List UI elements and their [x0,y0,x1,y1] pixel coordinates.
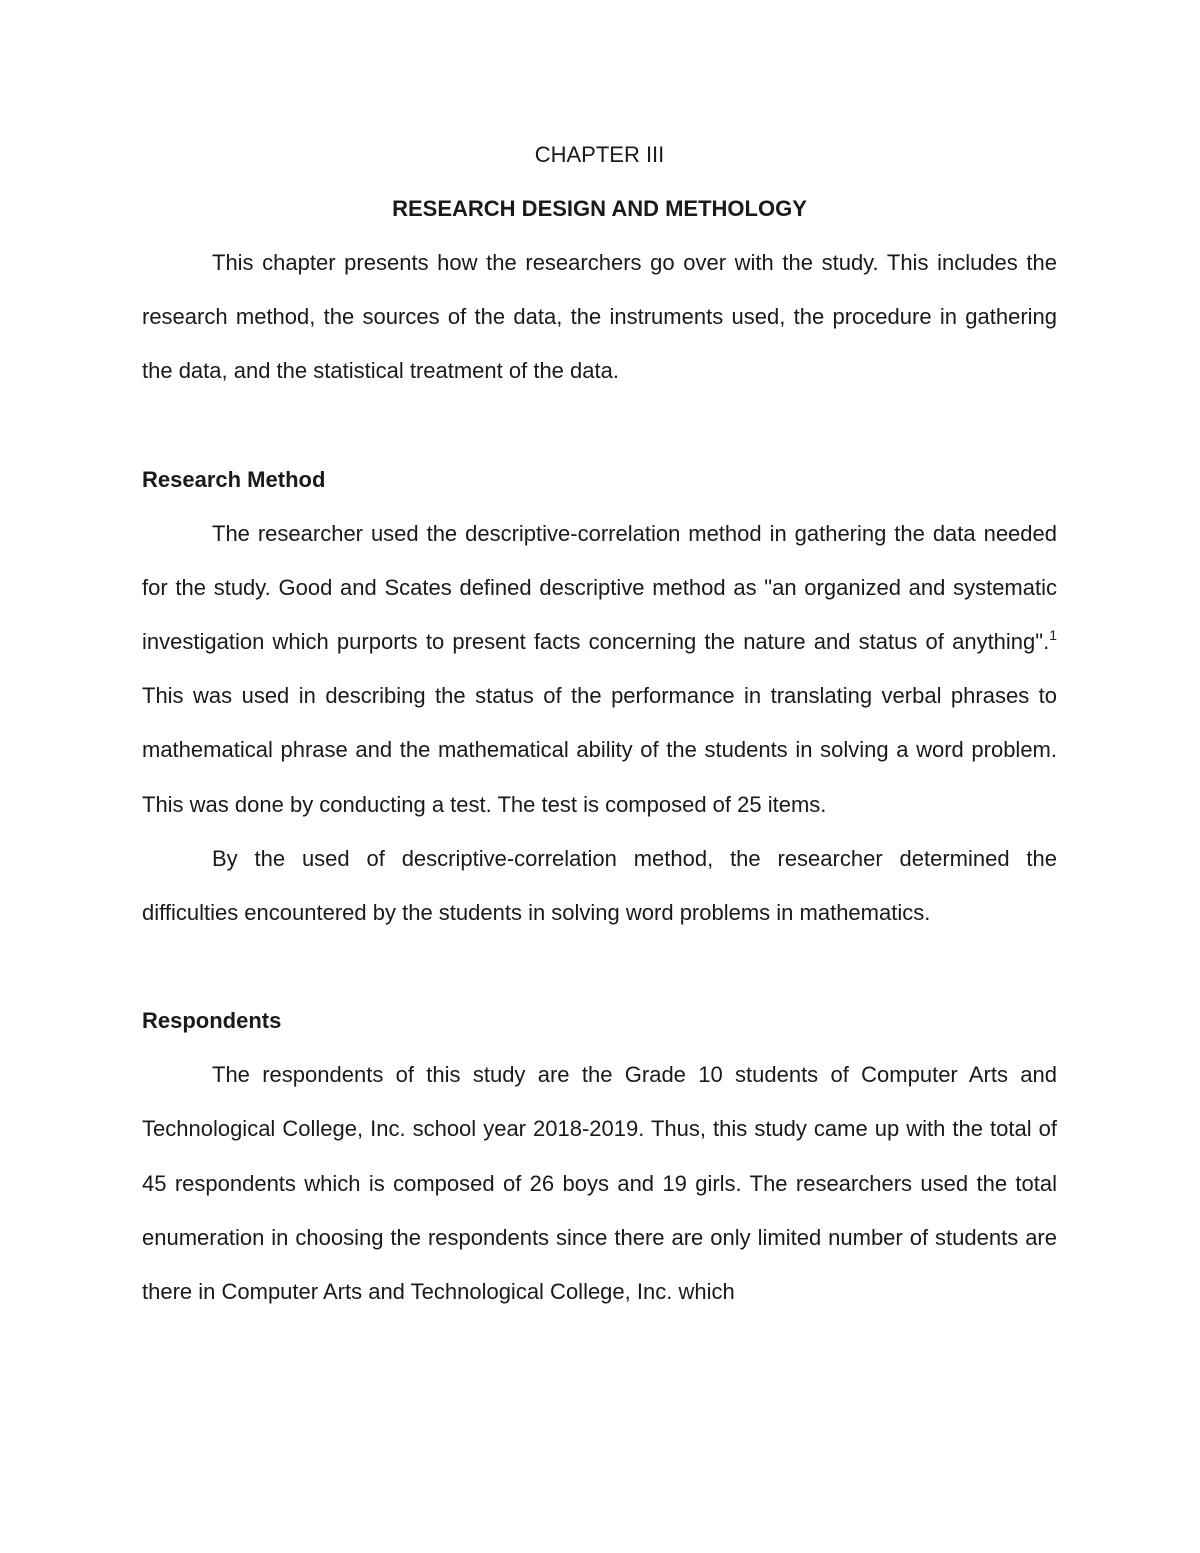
intro-paragraph: This chapter presents how the researchers go over with the study. This includes the research method, the sources of the data, the instruments used, the procedure in gathering the data, and the statistical treatment of the data. [142,250,1057,384]
chapter-label: CHAPTER III [534,142,665,167]
research-method-text-a: The researcher used the descriptive-correlation method in gathering the data needed for the study. Good and Scates defined descriptive method as "an organized and systematic investigation which purports to present facts concerning the nature and status of anything". [142,520,1057,655]
section-heading-respondents: Respondents [142,1008,282,1034]
document-page [142,128,1057,1319]
research-method-text-b: This was used in describing the status of the performance in translating verbal phrases to mathematical phrase and the mathematical ability of the students in solving a word problem. This was done by conducting a test. The test is composed of 25 items. [142,683,1057,817]
respondents-paragraph-1: The respondents of this study are the Grade 10 students of Computer Arts and Technological College, Inc. school year 2018-2019. Thus, this study came up with the total of 45 respondents which is composed of 26 boys and 19 girls. The researchers used the total enumeration in choosing the respondents since there are only limited number of students are there in Computer Arts and Technological College, Inc. which [142,1062,1057,1305]
research-method-paragraph-1 [142,507,1057,832]
research-method-paragraph-2: By the used of descriptive-correlation method, the researcher determined the difficulties encountered by the students in solving word problems in mathematics. [142,845,1057,926]
section-spacer [142,940,1057,994]
footnote-reference: 1 [1049,627,1057,644]
section-heading-research-method: Research Method [142,466,326,492]
section-spacer [142,399,1057,453]
chapter-title: RESEARCH DESIGN AND METHOLOGY [392,196,807,221]
